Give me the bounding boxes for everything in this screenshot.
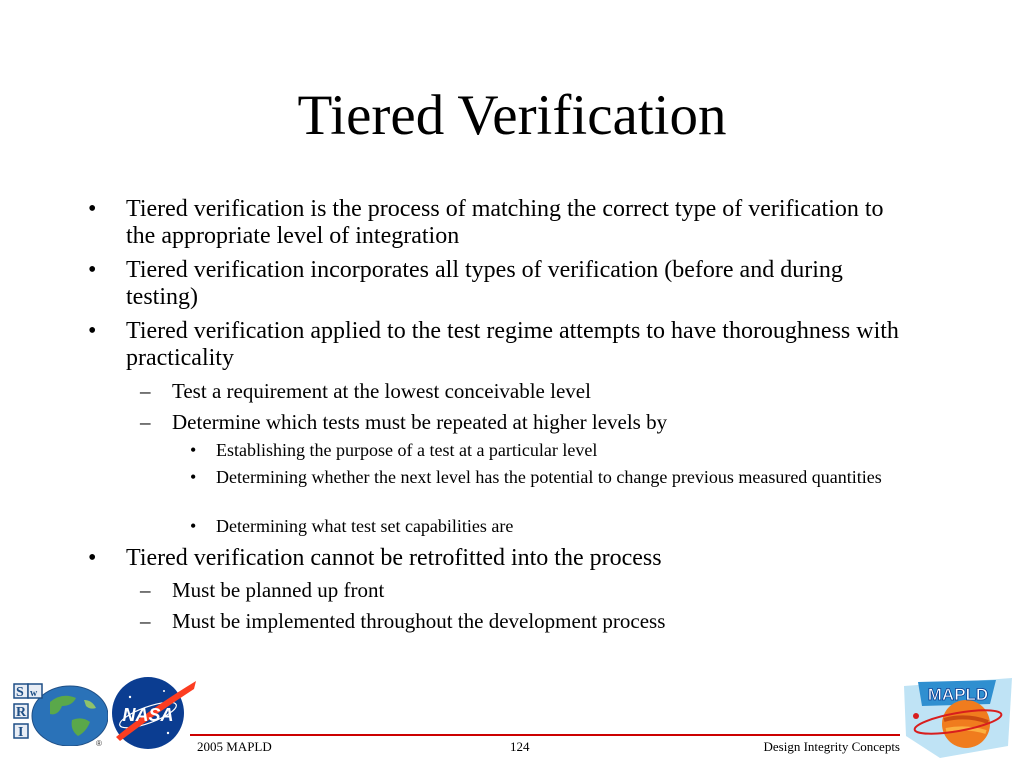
footer-left: 2005 MAPLD: [197, 739, 272, 754]
sub-bullet-text: Must be planned up front: [172, 578, 385, 602]
bullet-marker: •: [88, 318, 97, 344]
dash-marker: –: [140, 379, 151, 403]
bullet-marker: •: [88, 545, 97, 571]
sub-sub-bullet-item: [190, 516, 896, 537]
sub-sub-bullet-text: Determining what test set capabilities are: [216, 516, 514, 536]
nasa-logo: [110, 675, 198, 753]
sub-bullet-text: Determine which tests must be repeated at higher levels by: [172, 410, 668, 434]
bullet-text: Tiered verification is the process of matching the correct type of verification to the appropriate level of integration: [126, 196, 884, 249]
sub-bullet-item: [140, 578, 912, 602]
sub-bullet-text: Must be implemented throughout the development process: [172, 609, 666, 633]
footer-right: Design Integrity Concepts: [763, 739, 900, 754]
sub-bullet-item: [140, 379, 912, 403]
bullet-marker: •: [190, 440, 197, 460]
sub-bullet-item: [140, 609, 912, 633]
bullet-item: [88, 318, 906, 372]
bullet-marker: •: [190, 516, 197, 536]
sub-bullet-item: [140, 410, 912, 434]
nasa-logotype: NASA: [122, 705, 174, 725]
sub-bullet-text: Test a requirement at the lowest conceivable level: [172, 379, 591, 403]
sub-sub-bullet-text: Determining whether the next level has the potential to change previous measured quantities: [216, 467, 882, 487]
bullet-item: [88, 196, 906, 250]
mapld-logotype: MAPLD: [927, 685, 989, 704]
swri-letter: w: [30, 688, 38, 699]
dash-marker: –: [140, 609, 151, 633]
bullet-item: [88, 545, 906, 572]
page-number: 124: [510, 739, 530, 754]
bullet-marker: •: [88, 257, 97, 283]
footer-rule: [190, 734, 900, 736]
dash-marker: –: [140, 578, 151, 602]
sub-sub-bullet-item: [190, 467, 896, 488]
swri-letter: R: [16, 705, 27, 720]
mapld-logo: [900, 676, 1016, 760]
bullet-marker: •: [190, 467, 197, 487]
swri-letter: I: [18, 725, 24, 740]
swri-logo: [10, 680, 108, 746]
bullet-text: Tiered verification applied to the test regime attempts to have thoroughness with practicality: [126, 318, 899, 371]
registered-mark: ®: [96, 739, 102, 746]
dash-marker: –: [140, 410, 151, 434]
bullet-text: Tiered verification incorporates all types of verification (before and during testing): [126, 257, 843, 310]
swri-letter: S: [16, 685, 24, 700]
slide-title: Tiered Verification: [297, 84, 727, 147]
sub-sub-bullet-item: [190, 440, 896, 461]
bullet-item: [88, 257, 906, 311]
bullet-text: Tiered verification cannot be retrofitted into the process: [126, 545, 662, 571]
bullet-marker: •: [88, 196, 97, 222]
sub-sub-bullet-text: Establishing the purpose of a test at a particular level: [216, 440, 598, 460]
